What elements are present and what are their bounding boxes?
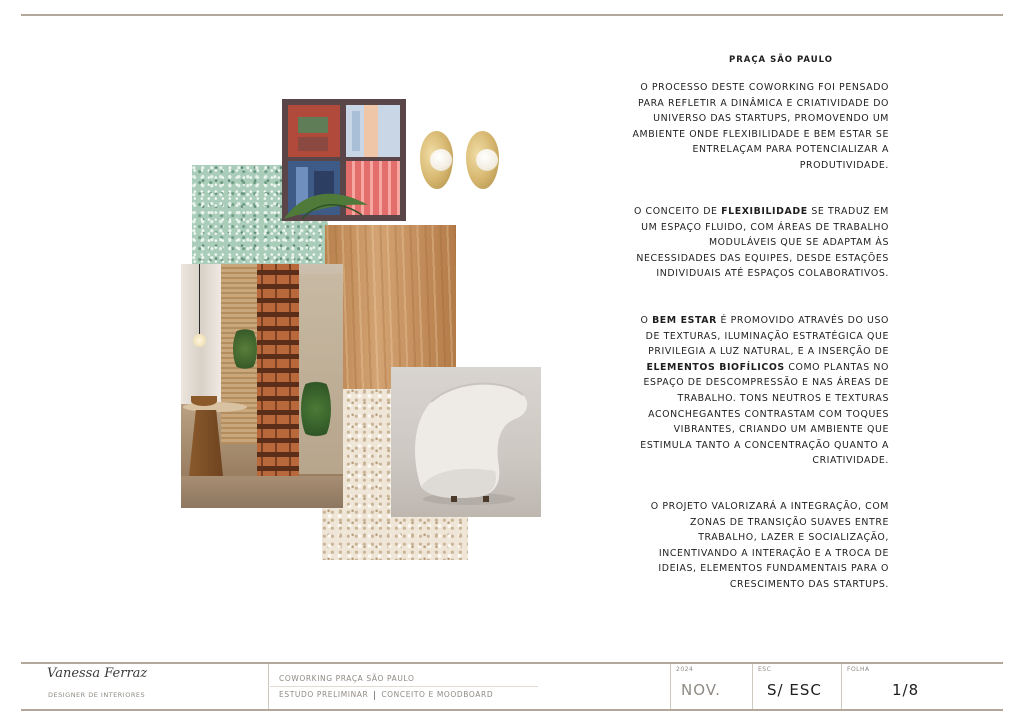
sheet-stage: [279, 690, 493, 700]
rug-block: [346, 105, 400, 157]
project-title: PRAÇA SÃO PAULO: [728, 55, 833, 65]
scale-label: ESC: [758, 666, 772, 673]
project-name: COWORKING PRAÇA SÃO PAULO: [279, 674, 415, 683]
patchwork-rug: [282, 99, 406, 221]
year-label: 2024: [676, 666, 694, 673]
rug-block: [288, 105, 340, 157]
wall-sconce: [420, 131, 453, 189]
stage: ESTUDO PRELIMINAR: [279, 690, 369, 699]
scale-value: S/ ESC: [767, 681, 822, 699]
paragraph-text: COMO PLANTAS NO ESPAÇO DE DESCOMPRESSÃO E NAS ÁREAS DE TRABALHO. TONS NEUTROS E TEXTURAS ACONCHEGANTES CONTRASTAM COM TOQUES VIBRANTES, CRIANDO UM AMBIENTE QUE ESTIMULA TANTO A CONCENTRAÇÃO QUANTO A CRIATIVIDADE.: [640, 361, 889, 467]
oak-wood-veneer: [325, 225, 456, 390]
paragraph-text: O PROJETO VALORIZARÁ A INTEGRAÇÃO, COM ZONAS DE TRANSIÇÃO SUAVES ENTRE TRABALHO, LAZER E SOCIALIZAÇÃO, INCENTIVANDO A INTERAÇÃO E A TROCA DE IDEIAS, ELEMENTOS FUNDAMENTAIS PARA O CRESCIMENTO DAS STARTUPS.: [650, 501, 889, 590]
divider: [752, 664, 753, 709]
paragraph-text: O: [640, 315, 653, 326]
wall-sconce: [466, 131, 499, 189]
designer-signature: Vanessa Ferraz: [47, 666, 148, 681]
paragraph-processo: [630, 80, 889, 174]
paragraph-integracao: [630, 499, 889, 593]
boucle-armchair: [391, 367, 541, 517]
divider: [268, 664, 269, 709]
paragraph-text: SE TRADUZ EM UM ESPAÇO FLUIDO, COM ÁREAS DE TRABALHO MODULÁVEIS QUE SE ADAPTAM ÀS NECESSIDADES DAS EQUIPES, DESDE ESTAÇÕES INDIVIDUAIS ATÉ ESPAÇOS COLABORATIVOS.: [636, 206, 889, 280]
divider: [841, 664, 842, 709]
paragraph-text: O CONCEITO DE: [633, 206, 722, 217]
armchair-drawing: [391, 367, 541, 517]
cobogo-interior-photo: [181, 264, 343, 508]
sheet-subject: CONCEITO E MOODBOARD: [381, 690, 494, 699]
paragraph-flexibilidade: [630, 204, 889, 282]
plant-leaf-overlay: [282, 185, 372, 221]
paragraph-bem-estar: [630, 313, 889, 469]
divider: [670, 664, 671, 709]
highlight-term: ELEMENTOS BIOFÍLICOS: [646, 361, 785, 373]
designer-role: DESIGNER DE INTERIORES: [48, 691, 146, 699]
sheet-label: FOLHA: [847, 666, 870, 673]
month-value: NOV.: [681, 681, 721, 699]
paragraph-text: O PROCESSO DESTE COWORKING FOI PENSADO PARA REFLETIR A DINÂMICA E CRIATIVIDADE DO UNIVERSO DAS STARTUPS, PROMOVENDO UM AMBIENTE ONDE FLEXIBILIDADE E BEM ESTAR SE ENTRELAÇAM PARA POTENCIALIZAR A PRODUTIVIDADE.: [632, 82, 889, 171]
sheet-value: 1/8: [892, 681, 920, 699]
divider: [270, 686, 538, 687]
highlight-term: BEM ESTAR: [652, 315, 717, 326]
highlight-term: FLEXIBILIDADE: [721, 206, 808, 217]
paragraph-text: É PROMOVIDO ATRAVÉS DO USO DE TEXTURAS, ILUMINAÇÃO ESTRATÉGICA QUE PRIVILEGIA A LUZ NATURAL, E A INSERÇÃO DE: [645, 315, 889, 358]
title-block-top-rule: [21, 662, 1003, 664]
top-rule: [21, 14, 1003, 16]
bottom-rule: [21, 709, 1003, 711]
